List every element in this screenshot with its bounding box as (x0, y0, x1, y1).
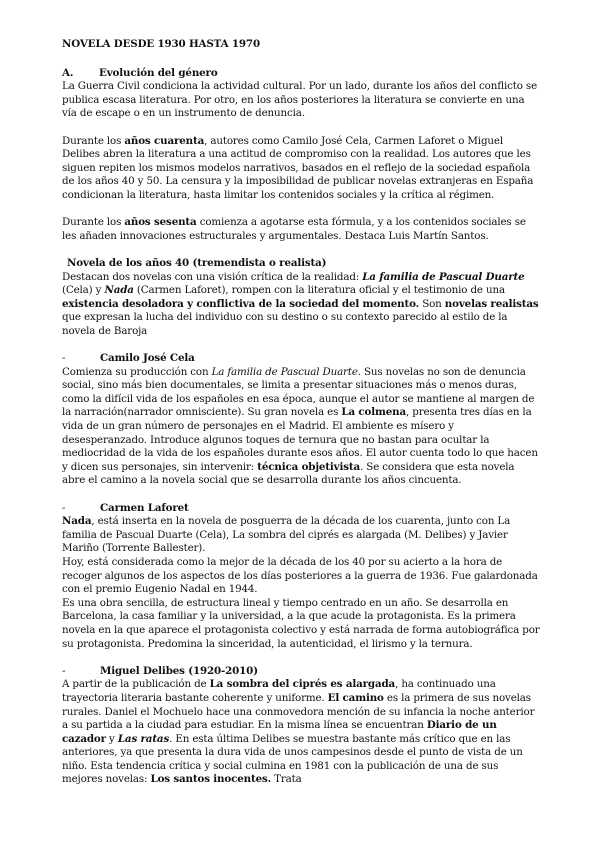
delibes-paragraph: A partir de la publicación de La sombra del ciprés es alargada, ha continuado una trayectoria literaria bastante coherente y uniforme. El camino es la primera de sus novelas rurales. Daniel el Mochuelo hace una conmovedora mención de su infancia la noche anterior a su partida a la ciudad para estudiar. En la misma línea se encuentran Diario de un cazador y Las ratas. En esta última Delibes se muestra bastante más crítico que en las anteriores, ya que presenta la dura vida de unos campesinos desde el punto de vista de un niño. Esta tendencia crítica y social culmina en 1981 con la publicación de una de sus mejores novelas: Los santos inocentes. Trata (62, 678, 535, 786)
delibes-title: Miguel Delibes (1920-2010) (100, 664, 258, 677)
cela-title: Camilo José Cela (100, 352, 195, 365)
laforet-heading (62, 502, 540, 516)
section-a-paragraph-3: Durante los años sesenta comienza a agotarse esta fórmula, y a los contenidos sociales se les añaden innovaciones estructurales y argumentales. Destaca Luis Martín Santos. (62, 216, 526, 242)
cela-heading (62, 352, 540, 366)
cela-paragraph: Comienza su producción con La familia de Pascual Duarte. Sus novelas no son de denuncia social, sino más bien documentales, se limita a presentar situaciones más o menos duras, como la difícil vida de los españoles en esa época, aunque el autor se mantiene al margen de la narración(narrador omnisciente). Su gran novela es La colmena, presenta tres días en la vida de un gran número de personajes en el Madrid. El ambiente es mísero y desesperanzado. Introduce algunos toques de ternura que no bastan para ocultar la mediocridad de la vida de los españoles durante esos años. El autor cuenta todo lo que hacen y dicen sus personajes, sin intervenir: técnica objetivista. Se considera que esta novela abre el camino a la novela social que se desarrolla durante los años cincuenta. (62, 365, 538, 487)
spacer (62, 203, 540, 217)
bullet-dash: - (62, 352, 66, 365)
document-title: NOVELA DESDE 1930 HASTA 1970 (62, 38, 260, 50)
bullet-dash: - (62, 501, 66, 514)
spacer (62, 651, 540, 665)
section-a-heading (62, 67, 540, 81)
spacer (62, 338, 540, 352)
section-a-label: A. (62, 66, 74, 79)
bullet-dash: - (62, 664, 66, 677)
laforet-title: Carmen Laforet (100, 501, 189, 514)
delibes-heading (62, 665, 540, 679)
spacer (62, 121, 540, 135)
section-a-paragraph-2: Durante los años cuarenta, autores como Camilo José Cela, Carmen Laforet o Miguel Delibes abren la literatura a una actitud de compromiso con la realidad. Los autores que les siguen repiten los mismos modelos narrativos, basados en el reflejo de la sociedad española de los años 40 y 50. La censura y la imposibilidad de publicar novelas extranjeras en España condicionan la literatura, hasta limitar los contenidos sociales y la crítica al régimen. (62, 134, 534, 201)
spacer (62, 488, 540, 502)
laforet-paragraph-1: Nada, está inserta en la novela de posguerra de la década de los cuarenta, junto con La familia de Pascual Duarte (Cela), La sombra del ciprés es alargada (M. Delibes) y Javier Mariño (Torrente Ballester). (62, 515, 511, 555)
section-a-title: Evolución del género (99, 66, 218, 79)
novela-40-paragraph: Destacan dos novelas con una visión crítica de la realidad: La familia de Pascual Duarte (Cela) y Nada (Carmen Laforet), rompen con la literatura oficial y el testimonio de una existencia desoladora y conflictiva de la sociedad del momento. Son novelas realistas que expresan la lucha del individuo con su destino o su contexto parecido al estilo de la novela de Baroja (62, 270, 539, 337)
laforet-paragraph-2: Hoy, está considerada como la mejor de la década de los 40 por su acierto a la hora de recoger algunos de los aspectos de los días posteriores a la guerra de 1936. Fue galardonada con el premio Eugenio Nadal en 1944. (62, 555, 538, 596)
section-a-paragraph-1: La Guerra Civil condiciona la actividad cultural. Por un lado, durante los años del conflicto se publica escasa literatura. Por otro, en los años posteriores la literatura se convierte en una vía de escape o en un instrumento de denuncia. (62, 80, 538, 120)
spacer (62, 243, 540, 257)
novela-40-heading: Novela de los años 40 (tremendista o realista) (67, 256, 327, 269)
laforet-paragraph-3: Es una obra sencilla, de estructura lineal y tiempo centrado en un año. Se desarrolla en Barcelona, la casa familiar y la universidad, a la que acude la protagonista. Es la primera novela en la que aparece el protagonista colectivo y está narrada de forma autobiográfica por su protagonista. Predomina la sinceridad, la autenticidad, el lirismo y la ternura. (62, 596, 540, 650)
document-page (62, 38, 540, 787)
